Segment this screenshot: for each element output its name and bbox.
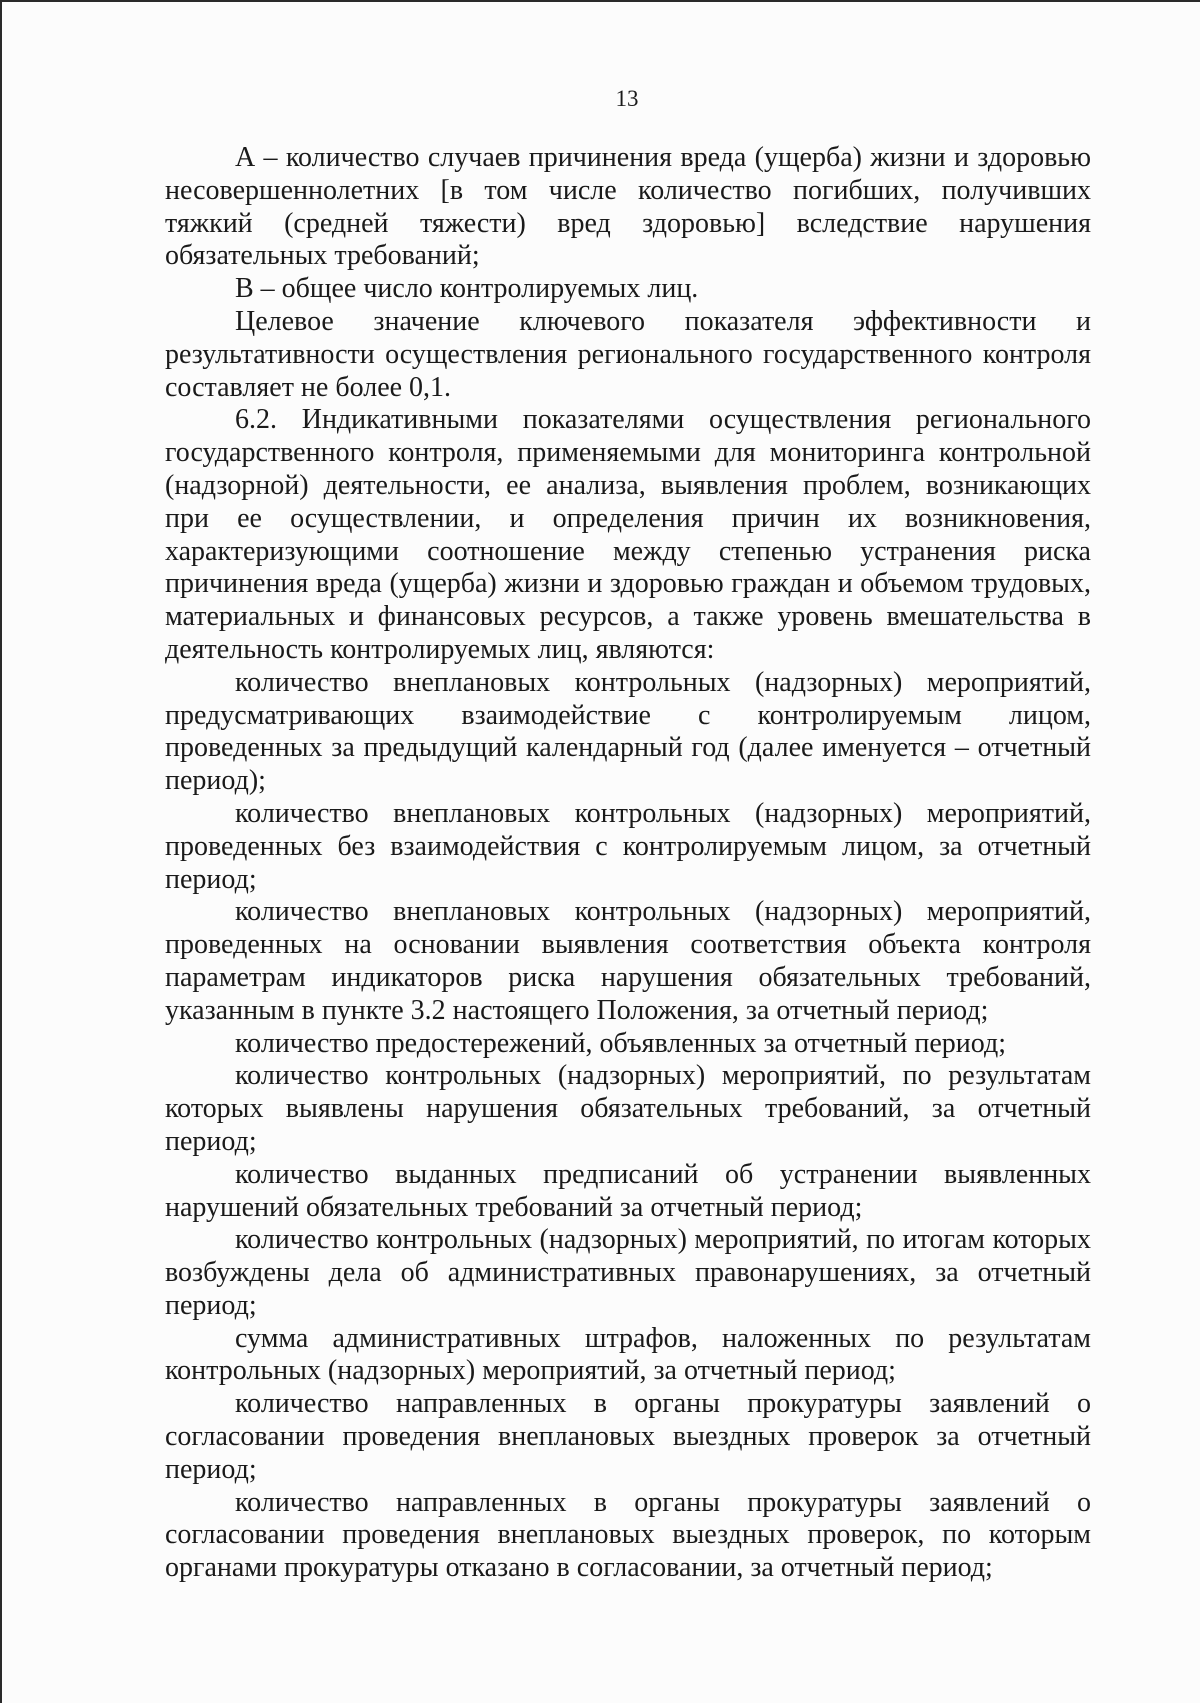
indicator-item: количество выданных предписаний об устранении выявленных нарушений обязательных требований за отчетный период; — [165, 1158, 1091, 1223]
indicator-item: количество направленных в органы прокуратуры заявлений о согласовании проведения внеплановых выездных проверок, по которым органами прокуратуры отказано в согласовании, за отчетный период; — [165, 1486, 1091, 1584]
indicator-item: количество контрольных (надзорных) мероприятий, по итогам которых возбуждены дела об административных правонарушениях, за отчетный период; — [165, 1224, 1091, 1321]
paragraph-b-definition: В – общее число контролируемых лиц. — [235, 273, 699, 305]
indicator-item: сумма административных штрафов, наложенных по результатам контрольных (надзорных) мероприятий, за отчетный период; — [165, 1322, 1091, 1387]
paragraph-a-definition: А – количество случаев причинения вреда (ущерба) жизни и здоровью несовершеннолетних [в том числе количество погибших, получивших тяжкий (средней тяжести) вред здоровью] вследствие нарушения обязательных требований; — [165, 142, 1091, 272]
indicator-item: количество внеплановых контрольных (надзорных) мероприятий, предусматривающих взаимодействие с контролируемым лицом, проведенных за предыдущий календарный год (далее именуется – отчетный период); — [165, 666, 1091, 797]
indicator-item: количество внеплановых контрольных (надзорных) мероприятий, проведенных на основании выявления соответствия объекта контроля параметрам индикаторов риска нарушения обязательных требований, указанным в пункте 3.2 настоящего Положения, за отчетный период; — [165, 896, 1091, 1026]
indicator-item: количество направленных в органы прокуратуры заявлений о согласовании проведения внеплановых выездных проверок за отчетный период; — [165, 1388, 1091, 1485]
page-number: 13 — [615, 86, 639, 111]
indicator-item: количество контрольных (надзорных) мероприятий, по результатам которых выявлены нарушения обязательных требований, за отчетный период; — [165, 1060, 1091, 1157]
document-body — [165, 142, 1091, 1585]
indicator-item: количество предостережений, объявленных за отчетный период; — [235, 1027, 1006, 1059]
paragraph-6-2: 6.2. Индикативными показателями осуществления регионального государственного контроля, применяемыми для мониторинга контрольной (надзорной) деятельности, ее анализа, выявления проблем, возникающих при ее осуществлении, и определения причин их возникновения, характеризующими соотношение между степенью устранения риска причинения вреда (ущерба) жизни и здоровью граждан и объемом трудовых, материальных и финансовых ресурсов, а также уровень вмешательства в деятельность контролируемых лиц, являются: — [165, 404, 1091, 665]
indicator-item: количество внеплановых контрольных (надзорных) мероприятий, проведенных без взаимодействия с контролируемым лицом, за отчетный период; — [165, 797, 1091, 895]
paragraph-target-value: Целевое значение ключевого показателя эффективности и результативности осуществления регионального государственного контроля составляет не более 0,1. — [165, 305, 1091, 403]
